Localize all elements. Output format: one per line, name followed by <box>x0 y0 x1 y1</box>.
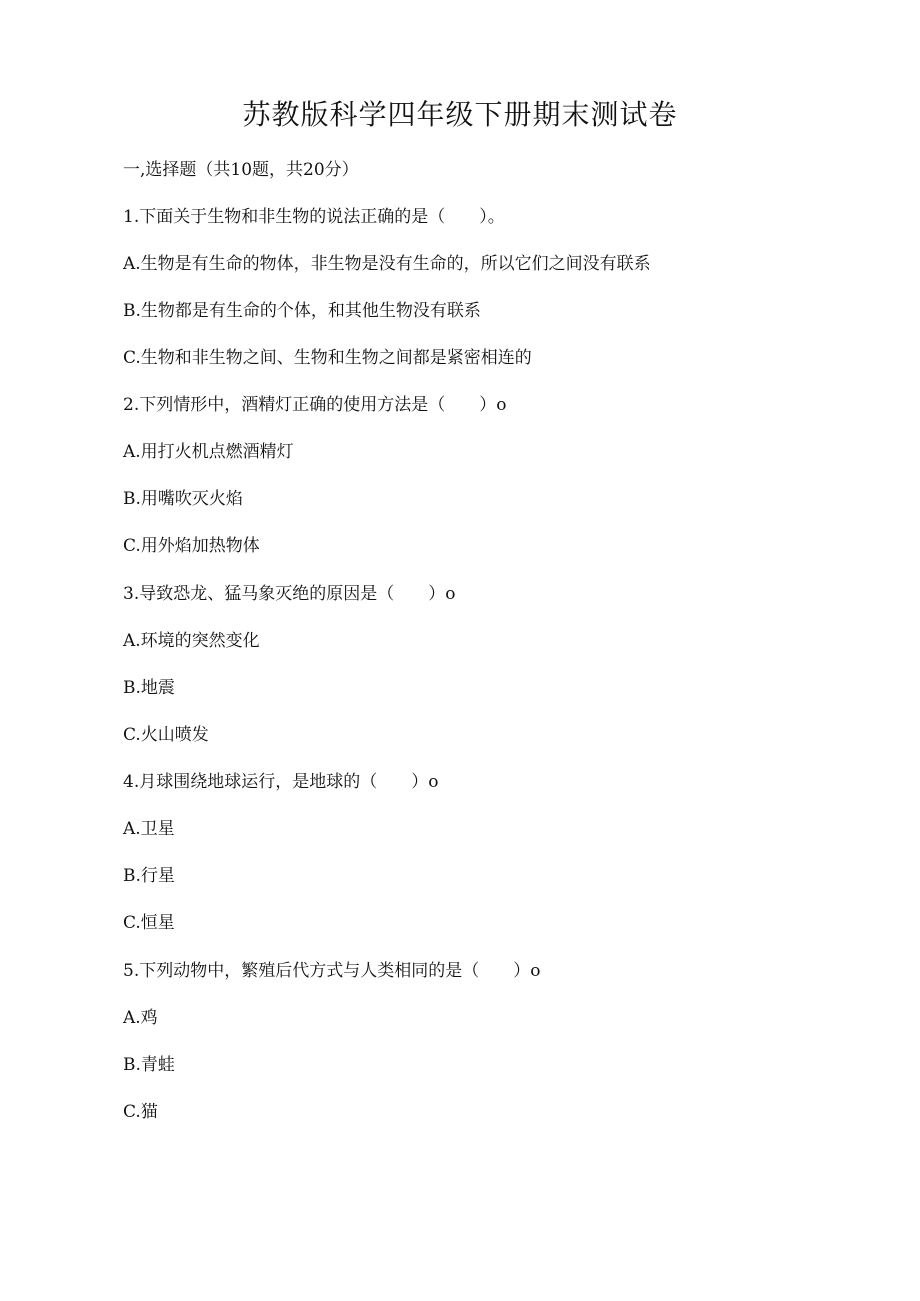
question-3-option-a: A.环境的突然变化 <box>123 631 260 651</box>
question-2-option-a: A.用打火机点燃酒精灯 <box>123 442 294 462</box>
question-3-option-c: C.火山喷发 <box>123 725 209 745</box>
question-1-stem: 1.下面关于生物和非生物的说法正确的是（ ）。 <box>123 207 505 227</box>
question-5-option-c: C.猫 <box>123 1102 158 1122</box>
question-5-option-b: B.青蛙 <box>123 1055 175 1075</box>
question-3-option-b: B.地震 <box>123 678 175 698</box>
section-heading: 一,选择题（共10题，共20分） <box>123 160 359 180</box>
question-1-option-a: A.生物是有生命的物体，非生物是没有生命的，所以它们之间没有联系 <box>123 254 651 274</box>
exam-title: 苏教版科学四年级下册期末测试卷 <box>242 98 678 131</box>
question-4-option-b: B.行星 <box>123 866 175 886</box>
question-1-option-c: C.生物和非生物之间、生物和生物之间都是紧密相连的 <box>123 348 532 368</box>
question-2-option-c: C.用外焰加热物体 <box>123 536 260 556</box>
question-4-option-a: A.卫星 <box>123 819 175 839</box>
question-2-stem: 2.下列情形中，酒精灯正确的使用方法是（ ）o <box>123 395 507 415</box>
question-4-option-c: C.恒星 <box>123 913 175 933</box>
question-5-stem: 5.下列动物中，繁殖后代方式与人类相同的是（ ）o <box>123 961 541 981</box>
question-3-stem: 3.导致恐龙、猛马象灭绝的原因是（ ）o <box>123 584 456 604</box>
question-1-option-b: B.生物都是有生命的个体，和其他生物没有联系 <box>123 301 481 321</box>
question-4-stem: 4.月球围绕地球运行，是地球的（ ）o <box>123 772 439 792</box>
question-5-option-a: A.鸡 <box>123 1008 158 1028</box>
question-2-option-b: B.用嘴吹灭火焰 <box>123 489 243 509</box>
